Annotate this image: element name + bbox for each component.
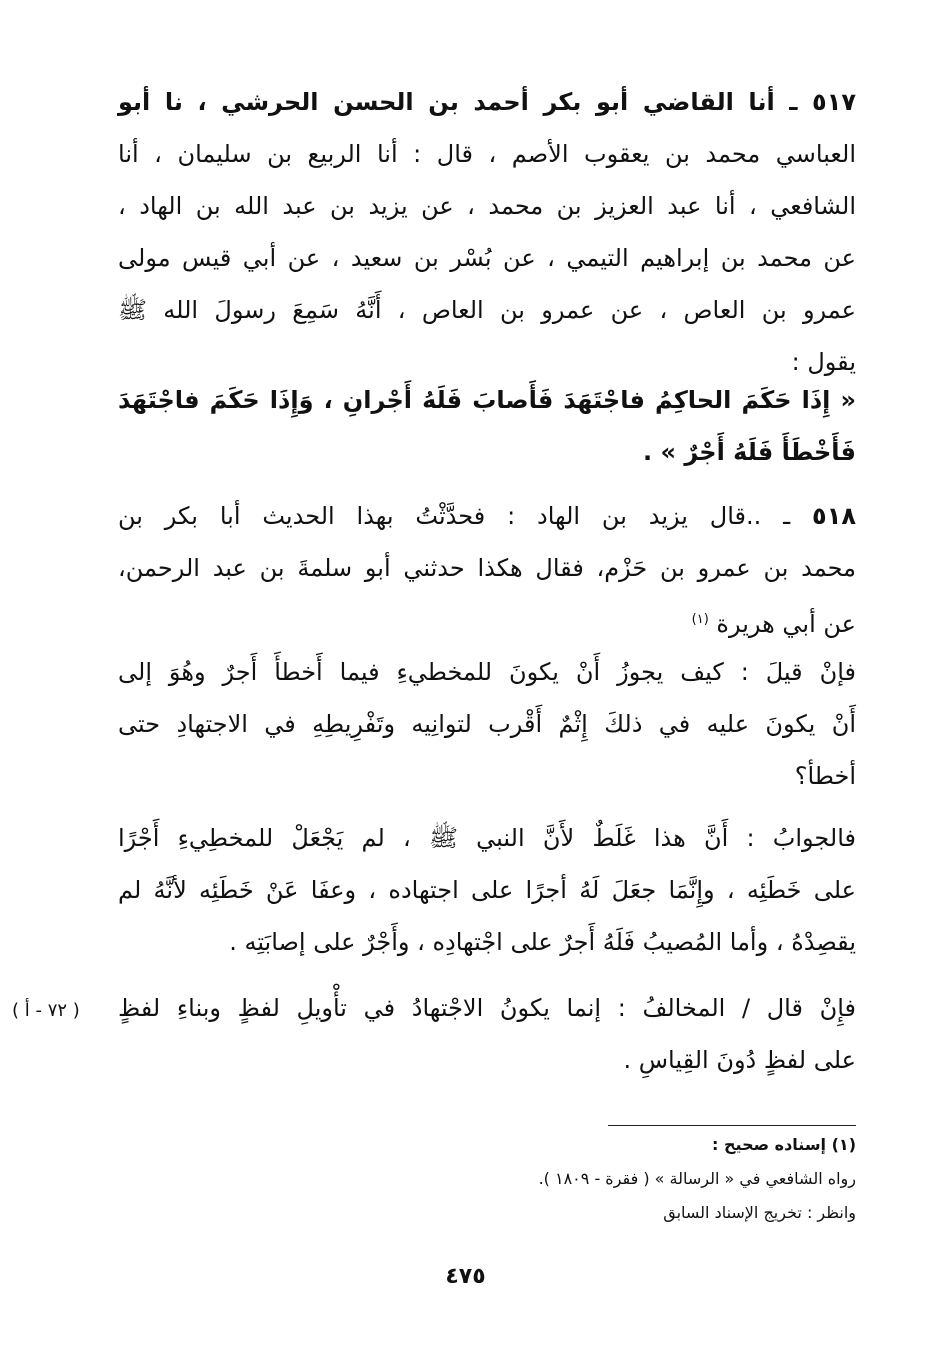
text-line: عمرو بن العاص ، عن عمرو بن العاص ، أَنَّهُ سَمِعَ رسولَ الله ﷺ	[118, 296, 856, 324]
objection-paragraph	[118, 982, 856, 1086]
footnote-ref: (١)	[691, 612, 709, 627]
text-line: الشافعي ، أنا عبد العزيز بن محمد ، عن يزيد بن عبد الله بن الهاد ،	[118, 192, 856, 220]
text-line: أَنْ يكونَ عليه في ذلكَ إِثْمٌ أَقْرب لتوانِيه وتَفْرِيطِهِ في الاجتهادِ حتى	[118, 710, 856, 738]
text-line: العباسي محمد بن يعقوب الأصم ، قال : أنا الربيع بن سليمان ، أنا	[118, 140, 856, 168]
text-line: يقصِدْهُ ، وأما المُصيبُ فَلَهُ أَجرٌ على اجْتهادِه ، وأَجْرٌ على إصابَتِه .	[229, 928, 856, 956]
text-line: على لفظٍ دُونَ القِياسِ .	[623, 1046, 856, 1074]
hadith-number: ٥١٨	[812, 502, 856, 530]
hadith-517	[118, 76, 856, 388]
hadith-text	[118, 374, 856, 478]
text-line: يقول :	[791, 348, 856, 376]
text-line: على خَطَئِه ، وإِنَّمَا جعَلَ لَهُ أجرًا على اجتهاده ، وعفَا عَنْ خَطَئِه لأنَّهُ لم	[118, 876, 856, 904]
manuscript-folio-marker: ( ٧٢ - أ )	[12, 1000, 80, 1021]
page-number: ٤٧٥	[445, 1264, 486, 1289]
text-line: فإِنْ قال / المخالفُ : إنما يكونُ الاجْتهادُ في تأْويلِ لفظٍ وبناءِ لفظٍ	[118, 994, 856, 1022]
footnote-line: رواه الشافعي في « الرسالة » ( فقرة - ١٨٠٩ ).	[538, 1169, 856, 1188]
footnote-separator	[608, 1125, 856, 1126]
answer-paragraph	[118, 812, 856, 968]
text-line: أخطأ؟	[794, 762, 856, 790]
question-paragraph	[118, 646, 856, 802]
text-line: فَأَخْطَأَ فَلَهُ أَجْرٌ » .	[643, 438, 856, 466]
text-line: ٥١٧ ـ أنا القاضي أبو بكر أحمد بن الحسن الحرشي ، نا أبو	[118, 88, 856, 116]
text-line: عن أبي هريرة $^{(١)}$	[691, 610, 856, 638]
text-line: « إِذَا حَكَمَ الحاكِمُ فاجْتَهَدَ فَأَصابَ فَلَهُ أَجْرانِ ، وَإِذَا حَكَمَ فاجْتَهَدَ	[118, 386, 856, 414]
hadith-number: ٥١٧	[812, 88, 856, 116]
text-line: محمد بن عمرو بن حَزْم، فقال هكذا حدثني أبو سلمةَ بن عبد الرحمن،	[118, 554, 856, 582]
text-line: فالجوابُ : أَنَّ هذا غَلَطٌ لأَنَّ النبي ﷺ ، لم يَجْعَلْ للمخطِيءِ أَجْرًا	[118, 824, 856, 852]
footnotes	[400, 1128, 856, 1230]
text-line: ٥١٨ ـ ..قال يزيد بن الهاد : فحدَّثْتُ بهذا الحديث أبا بكر بن	[118, 502, 856, 530]
text-line: عن محمد بن إبراهيم التيمي ، عن بُسْر بن سعيد ، عن أبي قيس مولى	[118, 244, 856, 272]
footnote-line: وانظر : تخريج الإسناد السابق	[663, 1203, 856, 1222]
footnote-line: (١) إسناده صحيح :	[712, 1135, 856, 1154]
hadith-518	[118, 490, 856, 646]
text-line: فإنْ قيلَ : كيف يجوزُ أَنْ يكونَ للمخطيءِ فيما أَخطأَ أَجرٌ وهُوَ إلى	[118, 658, 856, 686]
